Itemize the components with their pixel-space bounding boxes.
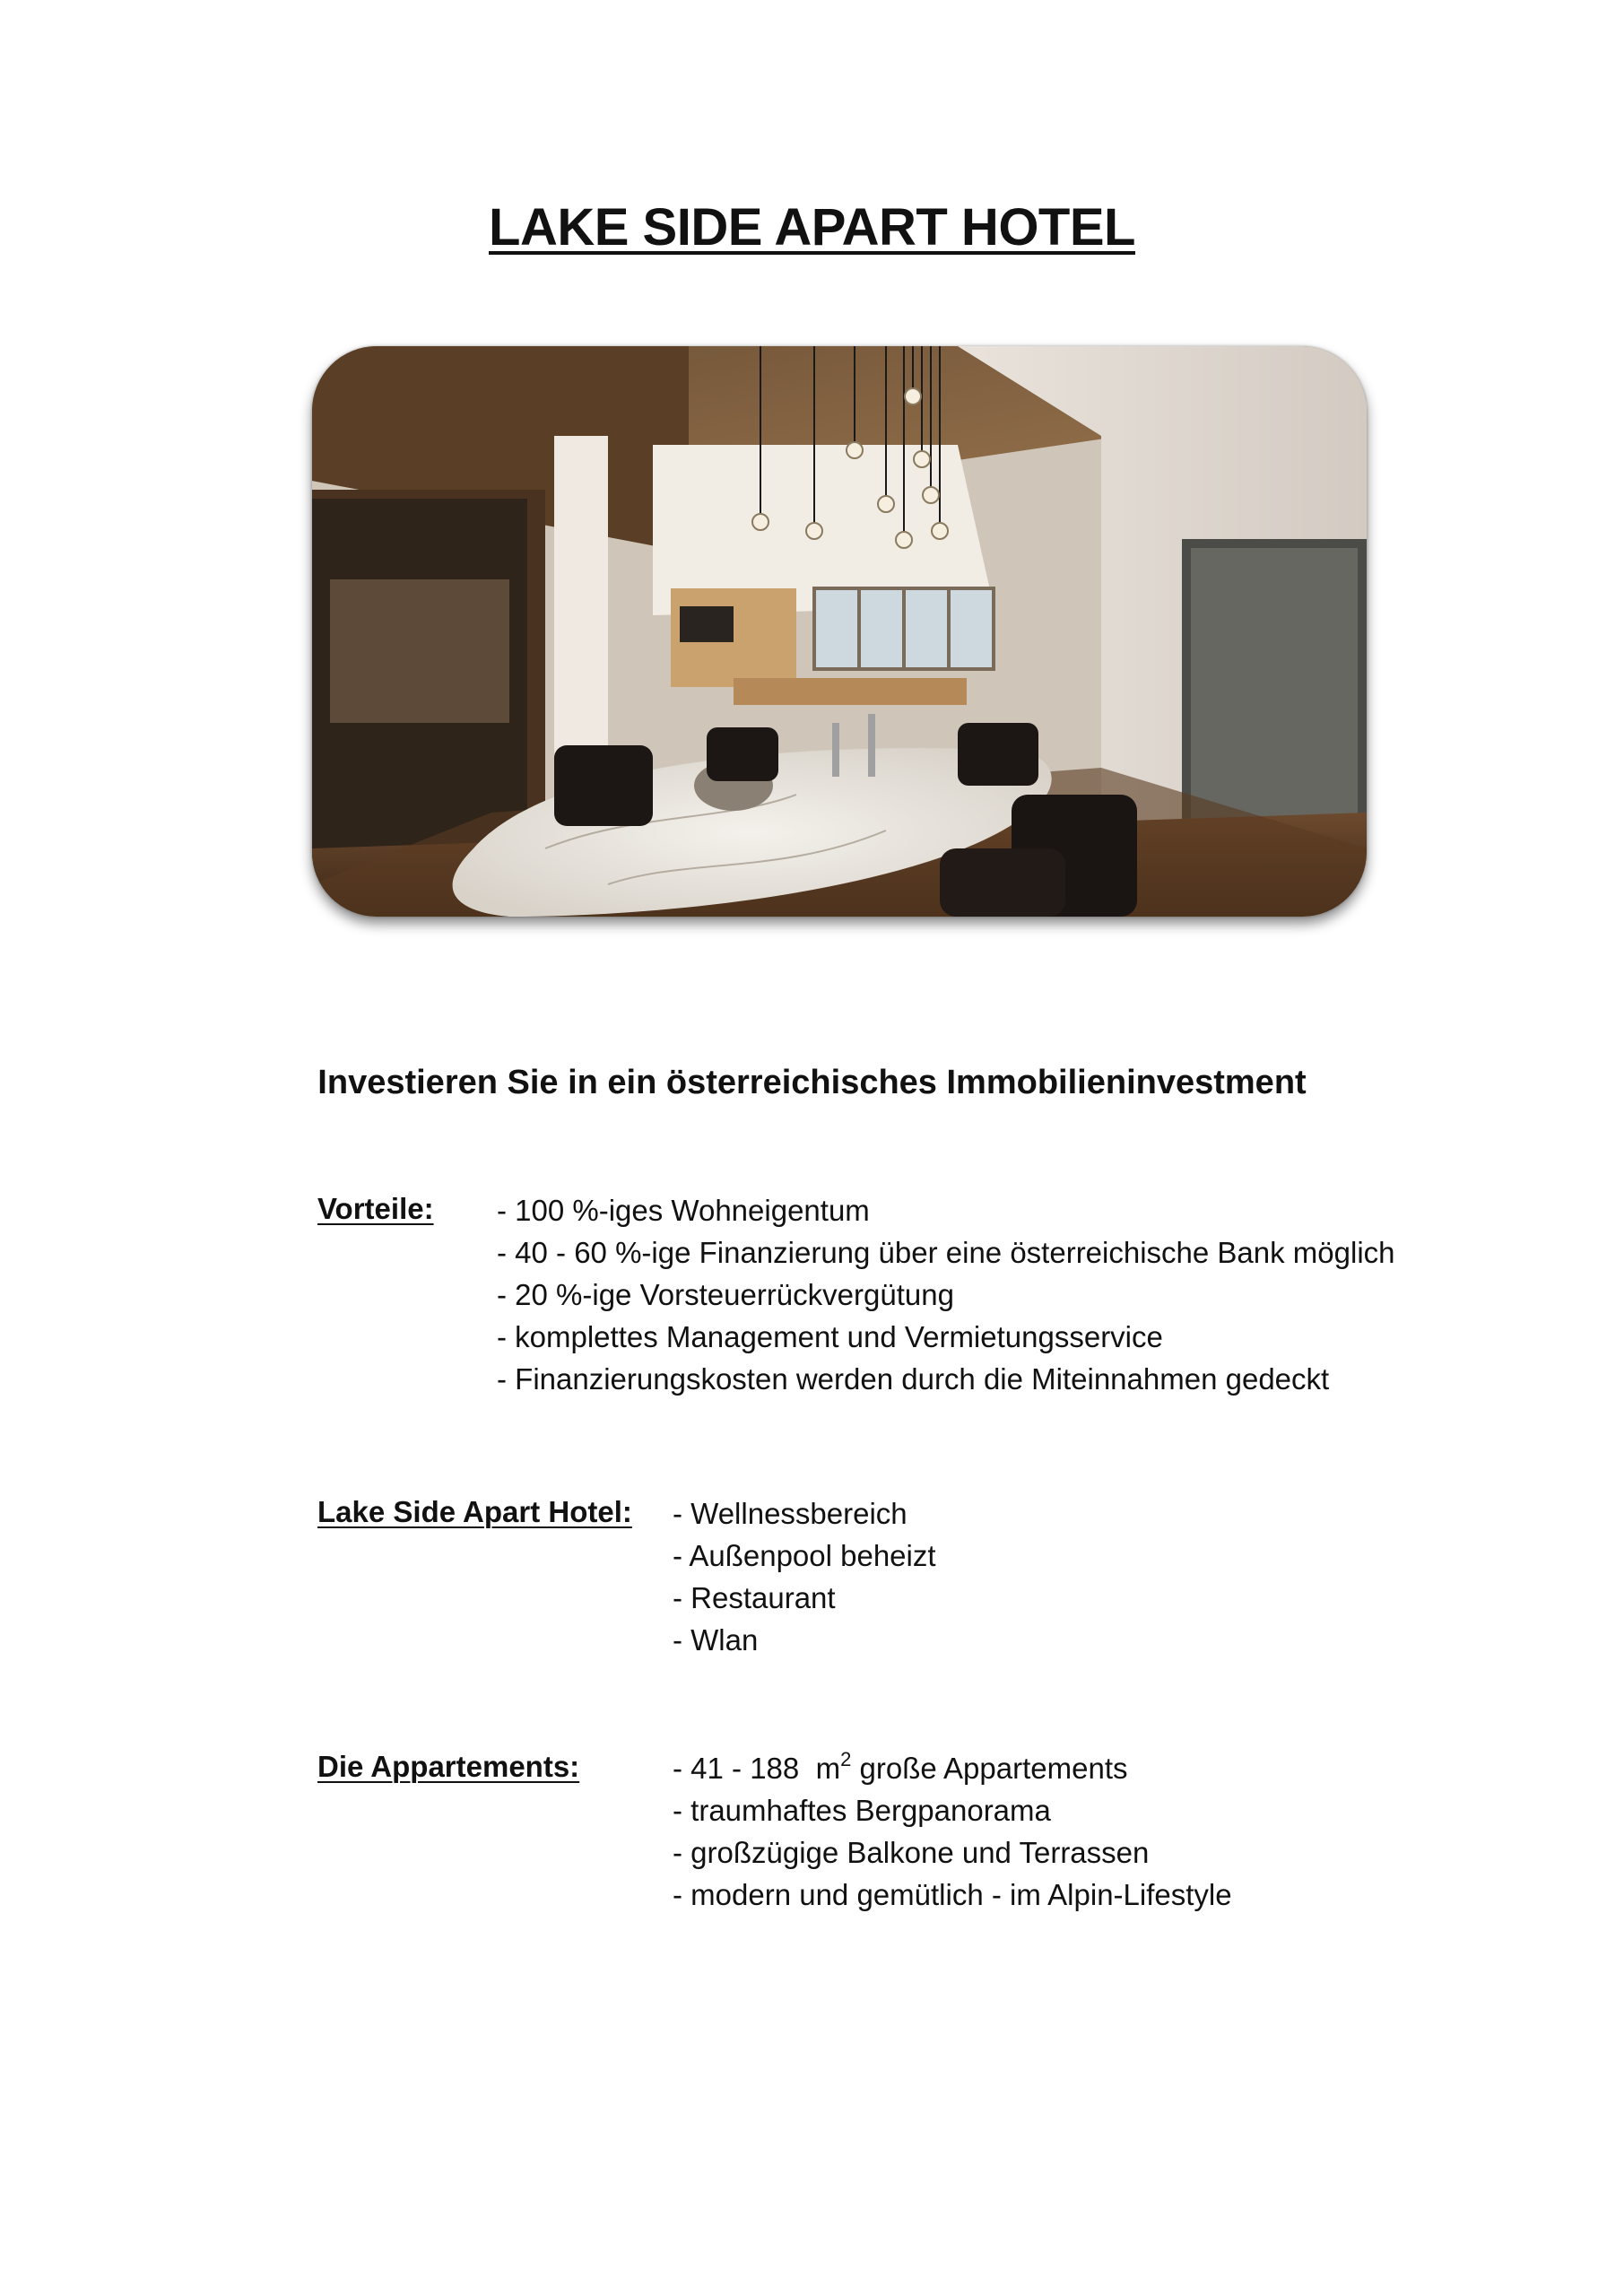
- list-item: - Restaurant: [673, 1581, 836, 1614]
- list-item: - 100 %-iges Wohneigentum: [497, 1194, 870, 1227]
- list-item: - traumhaftes Bergpanorama: [673, 1794, 1051, 1827]
- subtitle: Investieren Sie in ein österreichisches Immobilieninvestment: [317, 1064, 1307, 1101]
- list-item: - 41 - 188 $m^2$ große Appartements: [673, 1748, 1128, 1785]
- list-item: - Wellnessbereich: [673, 1497, 908, 1530]
- list-item: - großzügige Balkone und Terrassen: [673, 1836, 1150, 1869]
- list-item: - modern und gemütlich - im Alpin-Lifestyle: [673, 1878, 1232, 1911]
- list-item: - Wlan: [673, 1623, 759, 1657]
- list-item: - Außenpool beheizt: [673, 1539, 936, 1572]
- section-label: Vorteile:: [317, 1192, 434, 1225]
- section-label: Die Appartements:: [317, 1750, 580, 1783]
- list-item: - komplettes Management und Vermietungsservice: [497, 1320, 1163, 1353]
- superscript: 2: [840, 1748, 852, 1770]
- page-title: LAKE SIDE APART HOTEL: [489, 198, 1135, 257]
- hotel-features-list: [673, 1492, 936, 1661]
- benefits-list: [497, 1189, 1395, 1400]
- list-item: - 40 - 60 %-ige Finanzierung über eine österreichische Bank möglich: [497, 1236, 1395, 1269]
- list-item: - Finanzierungskosten werden durch die Miteinnahmen gedeckt: [497, 1362, 1330, 1396]
- section-label: Lake Side Apart Hotel:: [317, 1495, 632, 1528]
- hero-interior-photo: [312, 346, 1367, 917]
- appartement-features-list: [673, 1747, 1232, 1916]
- list-item: - 20 %-ige Vorsteuerrückvergütung: [497, 1278, 954, 1311]
